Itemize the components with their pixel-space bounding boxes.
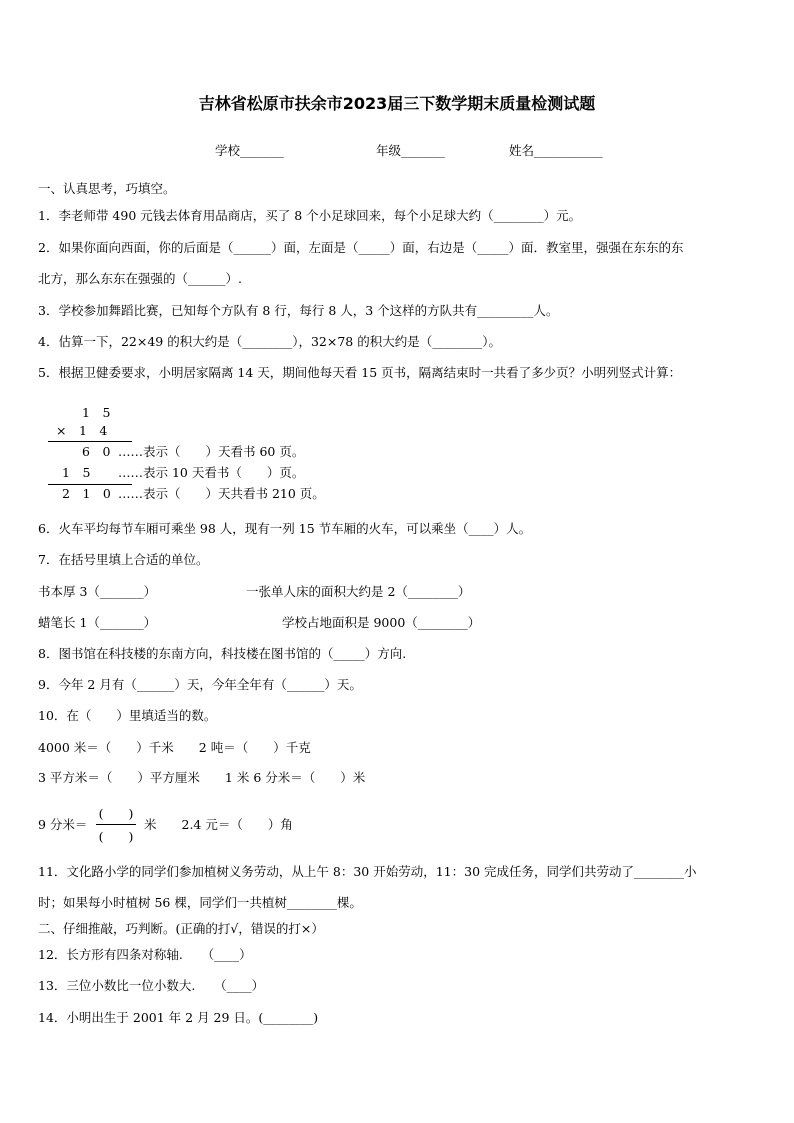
question-12: 12．长方形有四条对称轴. （____） — [38, 947, 252, 962]
question-1: 1．李老师带 490 元钱去体育用品商店，买了 8 个小足球回来，每个小足球大约（________）元。 — [38, 208, 582, 223]
page-title: 吉林省松原市扶余市2023届三下数学期末质量检测试题 — [198, 94, 596, 113]
calc-multiplier: × 1 4 — [56, 423, 108, 438]
question-3: 3．学校参加舞蹈比赛，已知每个方队有 8 行，每行 8 人，3 个这样的方队共有_________人。 — [38, 303, 559, 318]
question-10-a: 4000 米＝（ ）千米 2 吨＝（ ）千克 — [38, 740, 311, 755]
question-8: 8．图书馆在科技楼的东南方向，科技楼在图书馆的（_____）方向. — [38, 646, 407, 661]
calc-product: 2 1 0 — [62, 486, 111, 501]
question-14: 14．小明出生于 2001 年 2 月 29 日。(________) — [38, 1010, 319, 1025]
question-2-line-2: 北方，那么东东在强强的（______）. — [38, 271, 242, 286]
grade-field[interactable]: 年级_______ — [376, 143, 445, 158]
question-2-line-1: 2．如果你面向西面，你的后面是（______）面，左面是（_____）面，右边是（_____）面．教室里，强强在东东的东 — [38, 240, 684, 255]
calc-rule-1 — [48, 441, 132, 442]
question-7-a: 书本厚 3（_______） — [38, 584, 157, 599]
calc-note-1: ……表示（ ）天看书 60 页。 — [118, 444, 305, 459]
name-field[interactable]: 姓名___________ — [509, 143, 603, 158]
question-4: 4．估算一下，22×49 的积大约是（________），32×78 的积大约是（________）。 — [38, 334, 501, 349]
section-heading-2: 二、仔细推敲，巧判断。(正确的打√，错误的打×） — [38, 921, 324, 936]
question-10-b: 3 平方米＝（ ）平方厘米 1 米 6 分米＝（ ）米 — [38, 770, 366, 785]
fraction-denominator: ( ) — [98, 829, 134, 844]
question-7-c: 蜡笔长 1（_______） — [38, 615, 157, 630]
question-11-line-1: 11．文化路小学的同学们参加植树义务劳动，从上午 8：30 开始劳动，11：30 完成任务，同学们共劳动了________小 — [38, 864, 697, 879]
question-10: 10．在（ ）里填适当的数。 — [38, 708, 217, 723]
section-heading-1: 一、认真思考，巧填空。 — [38, 181, 176, 196]
question-10-c-right: 米 2.4 元＝（ ）角 — [144, 817, 293, 832]
calc-rule-2 — [48, 484, 132, 485]
question-11-line-2: 时；如果每小时植树 56 棵，同学们一共植树________棵。 — [38, 895, 362, 910]
question-5: 5．根据卫健委要求，小明居家隔离 14 天，期间他每天看 15 页书，隔离结束时一共看了多少页？小明列竖式计算： — [38, 365, 682, 380]
question-10-c-left: 9 分米＝ — [38, 817, 88, 832]
calc-partial-1: 6 0 — [82, 444, 111, 459]
fraction-numerator: ( ) — [98, 806, 134, 821]
calc-multiplicand: 1 5 — [82, 405, 111, 420]
school-field[interactable]: 学校_______ — [215, 143, 284, 158]
calc-partial-2: 1 5 — [62, 465, 91, 480]
question-7-d: 学校占地面积是 9000（________） — [282, 615, 481, 630]
question-7-b: 一张单人床的面积大约是 2（________） — [246, 584, 471, 599]
calc-note-2: ……表示 10 天看书（ ）页。 — [118, 465, 305, 480]
question-7: 7．在括号里填上合适的单位。 — [38, 552, 209, 567]
question-9: 9．今年 2 月有（______）天，今年全年有（______）天。 — [38, 677, 362, 692]
question-13: 13．三位小数比一位小数大. （____） — [38, 978, 265, 993]
fraction-blank — [92, 803, 140, 845]
calc-note-3: ……表示（ ）天共看书 210 页。 — [118, 486, 325, 501]
fraction-bar — [96, 824, 136, 825]
question-6: 6．火车平均每节车厢可乘坐 98 人，现有一列 15 节车厢的火车，可以乘坐（____）人。 — [38, 521, 532, 536]
